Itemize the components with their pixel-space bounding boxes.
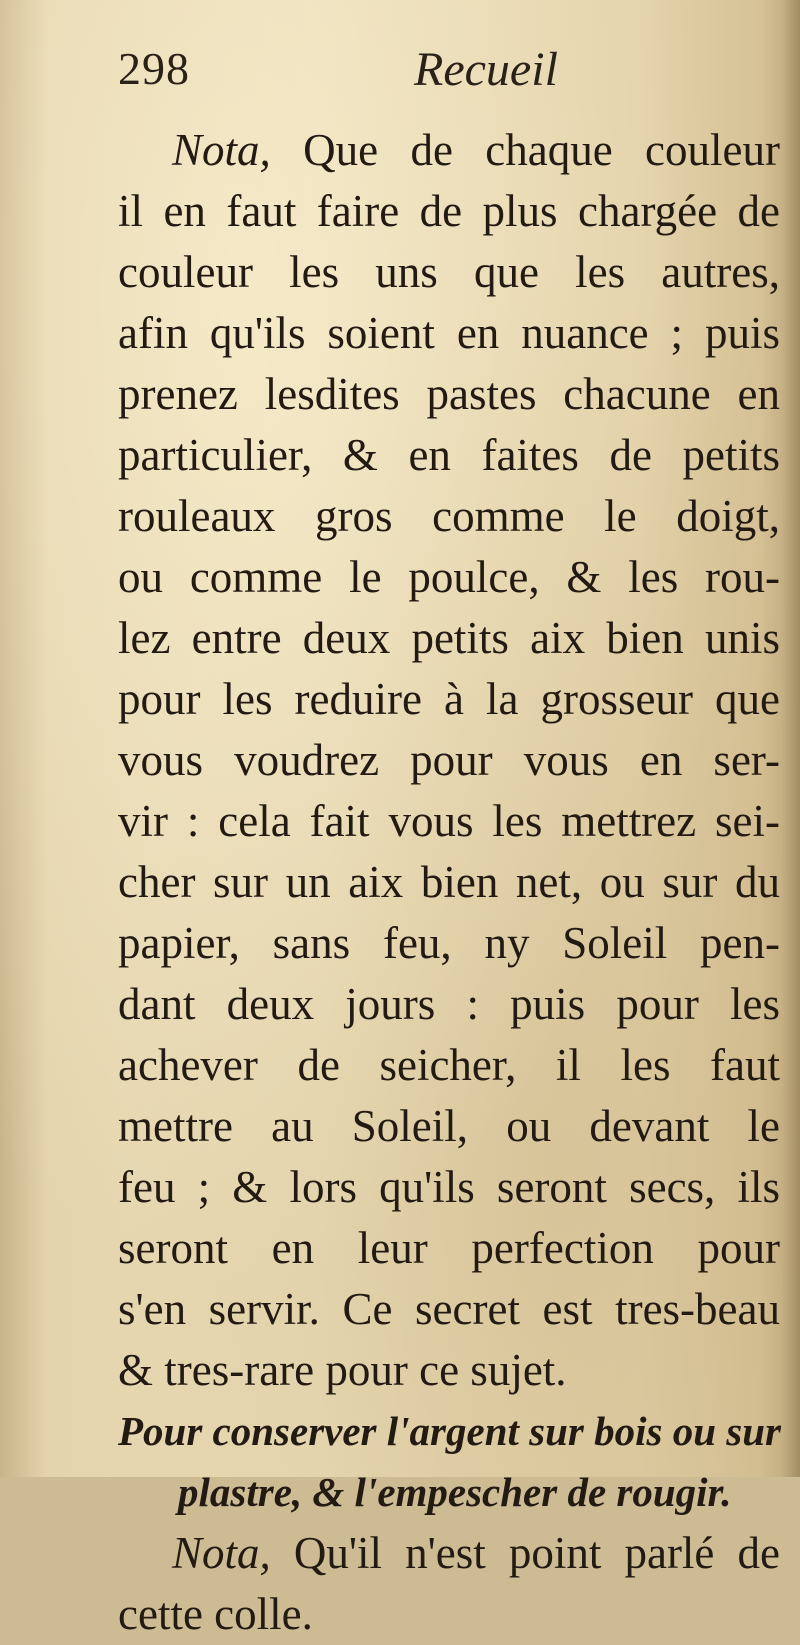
body-text (118, 120, 780, 1645)
nota-label: Nota, (172, 1528, 271, 1578)
line-text: Qu'il n'est point parlé de (293, 1528, 780, 1578)
page-edge-shadow (782, 0, 800, 1477)
text-line: & tres-rare pour ce sujet. (118, 1345, 567, 1395)
text-line: afin qu'ils soient en nuance ; puis (118, 308, 780, 358)
running-head: Recueil (414, 43, 558, 96)
text-line: cher sur un aix bien net, ou sur du (118, 857, 780, 907)
text-line: pour les reduire à la grosseur que (118, 674, 780, 724)
page-header (118, 42, 758, 104)
nota-label: Nota, (172, 125, 271, 175)
text-line: prenez lesdites pastes chacune en (118, 369, 780, 419)
page-number: 298 (118, 43, 190, 94)
text-line: lez entre deux petits aix bien unis (118, 613, 780, 663)
text-line (118, 1523, 780, 1584)
section-heading-line: Pour conserver l'argent sur bois ou sur (118, 1408, 781, 1454)
text-line: vir : cela fait vous les mettrez sei- (118, 796, 780, 846)
text-line: couleur les uns que les autres, (118, 247, 780, 297)
text-line: vous voudrez pour vous en ser- (118, 735, 780, 785)
text-line: seront en leur perfection pour (118, 1223, 780, 1273)
text-line: rouleaux gros comme le doigt, (118, 491, 780, 541)
text-line: ou comme le poulce, & les rou- (118, 552, 780, 602)
text-line: s'en servir. Ce secret est tres-beau (118, 1284, 780, 1334)
text-line: achever de seicher, il les faut (118, 1040, 780, 1090)
text-line: il en faut faire de plus chargée de (118, 186, 780, 236)
text-line (118, 120, 780, 181)
line-text: Que de chaque couleur (303, 125, 780, 175)
text-line: mettre au Soleil, ou devant le (118, 1101, 780, 1151)
text-line: papier, sans feu, ny Soleil pen- (118, 918, 780, 968)
text-line: cette colle. (118, 1589, 313, 1639)
text-line: dant deux jours : puis pour les (118, 979, 780, 1029)
text-line: feu ; & lors qu'ils seront secs, ils (118, 1162, 780, 1212)
section-heading-line: plastre, & l'empescher de rougir. (178, 1469, 732, 1515)
text-line: particulier, & en faites de petits (118, 430, 780, 480)
